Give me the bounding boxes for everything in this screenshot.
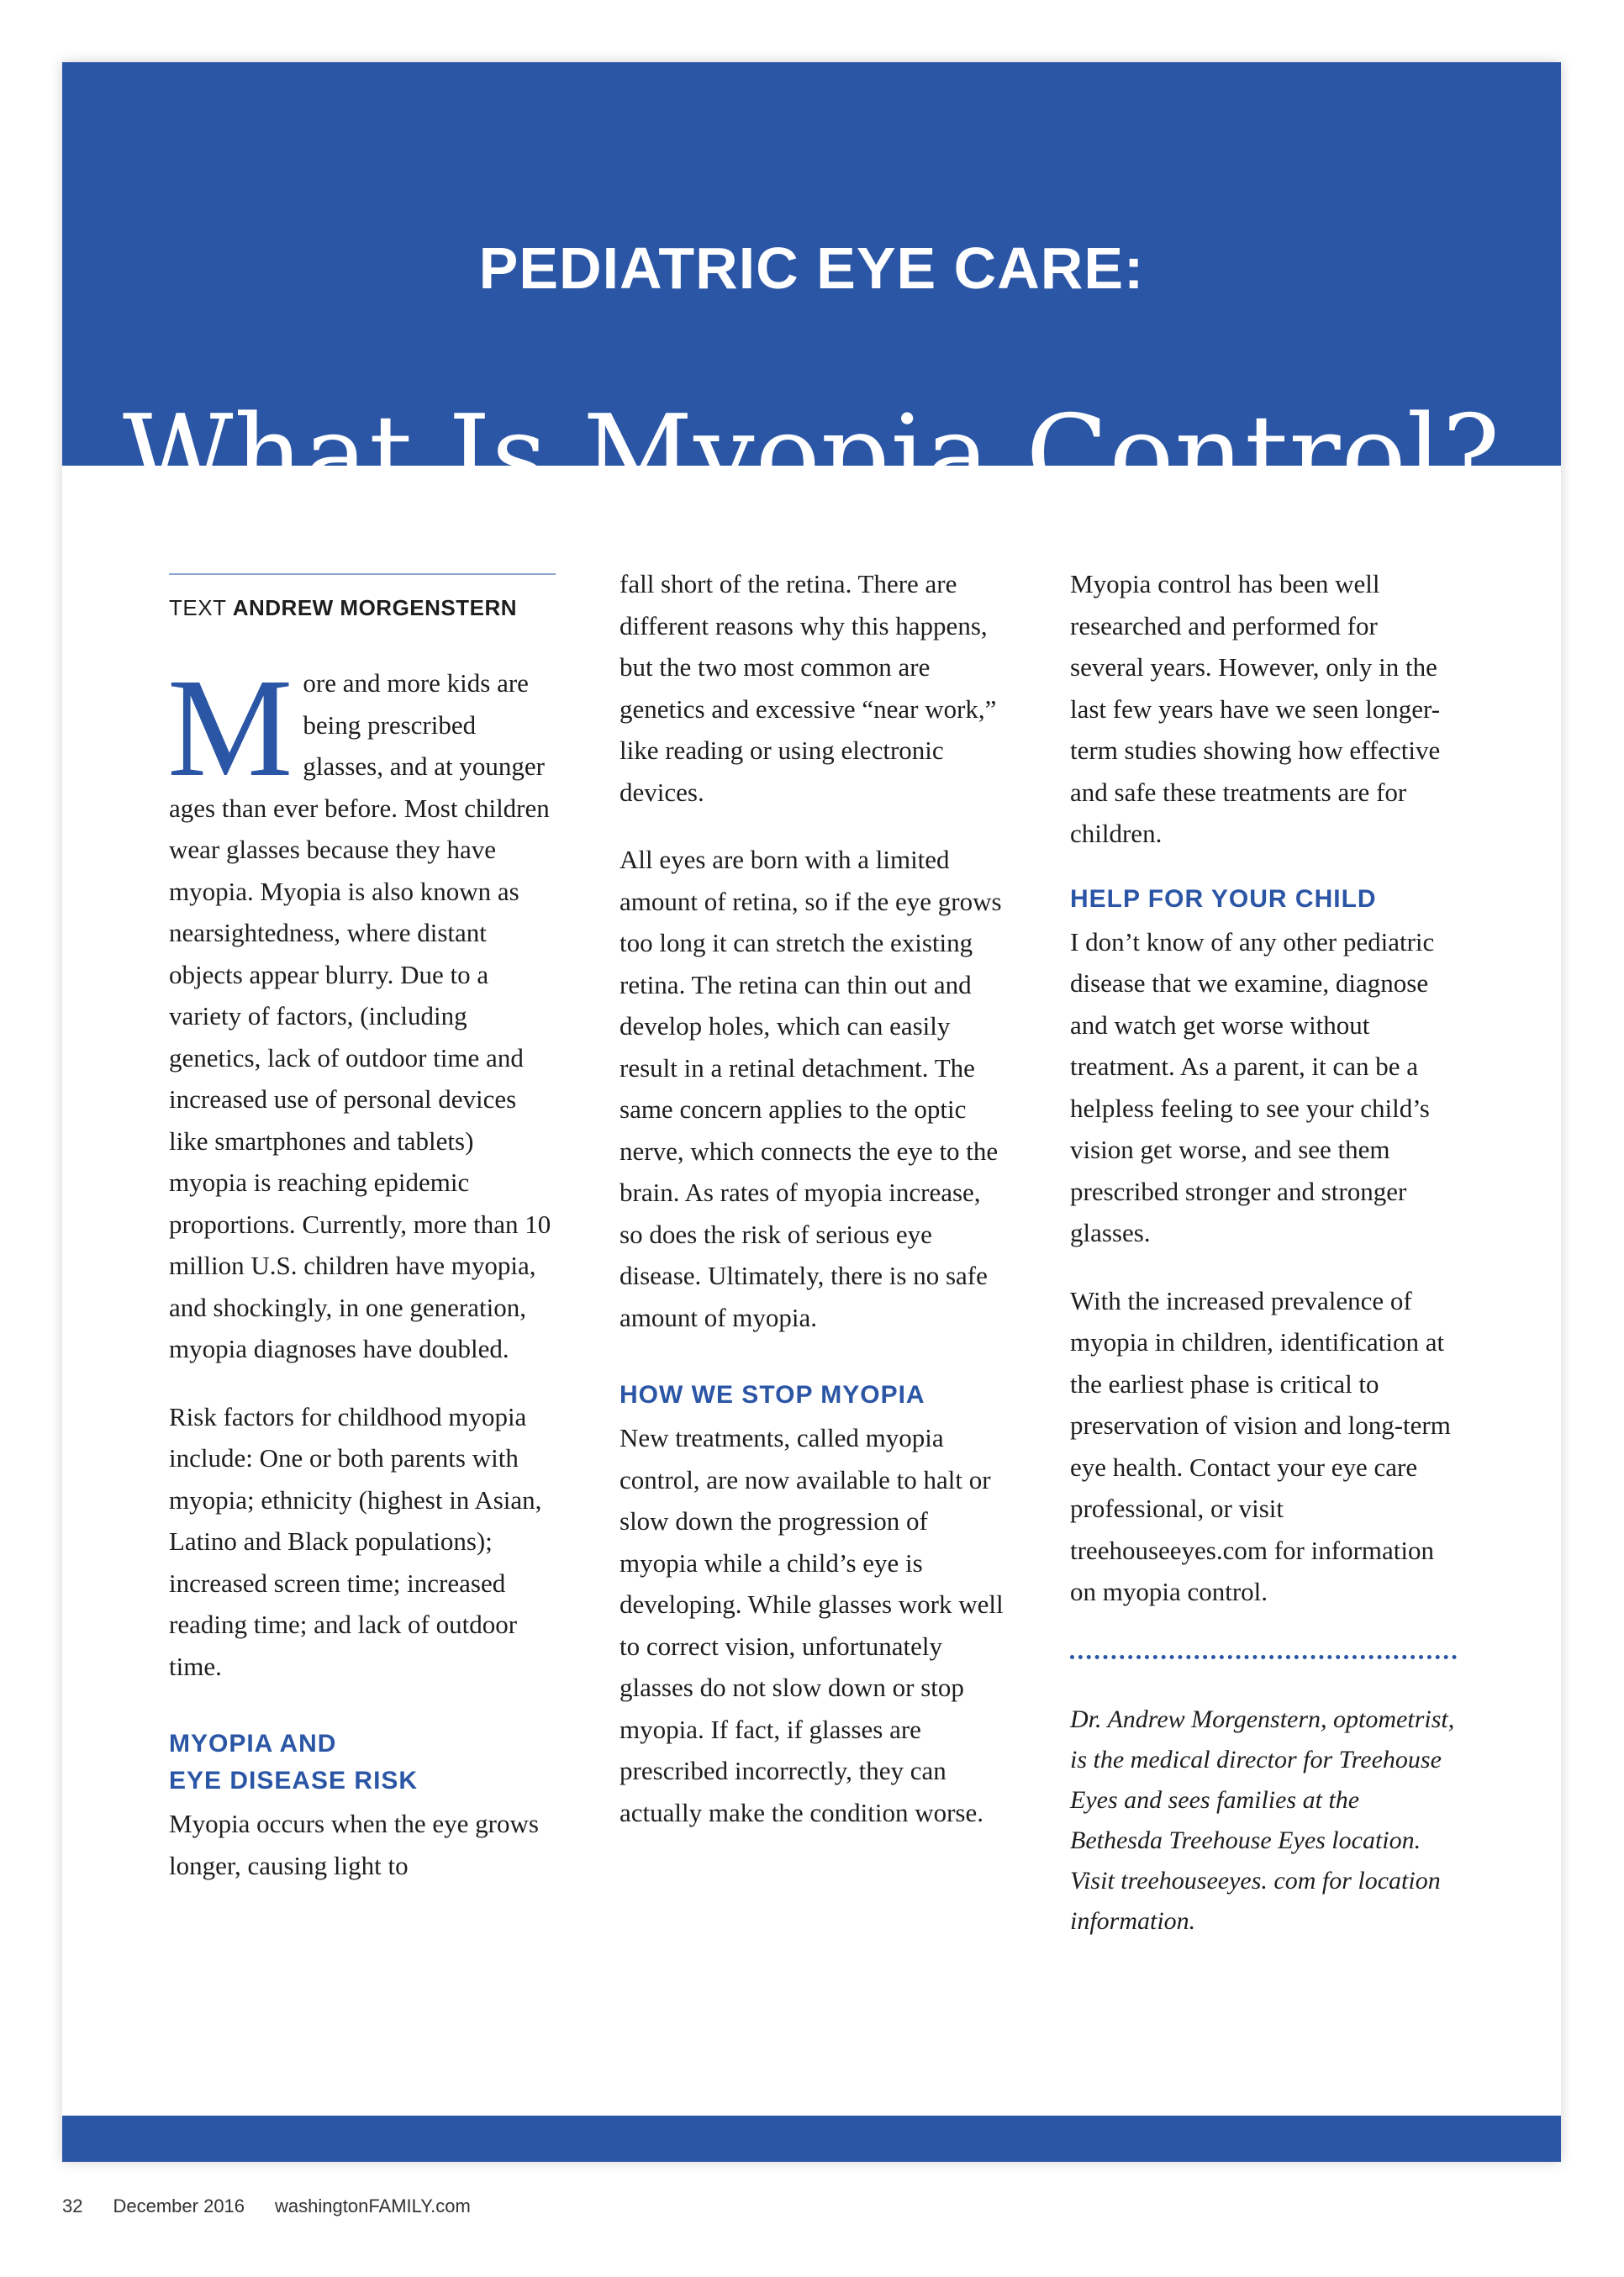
risk-factors-paragraph: Risk factors for childhood myopia include: One or both parents with myopia; ethnicity (highest in Asian, Latino and Black populations); increased screen time; increased reading time; and lack of outdoor time. — [169, 1401, 542, 1681]
treatments-paragraph: New treatments, called myopia control, are now available to halt or slow down the progression of myopia while a child’s eye is developing. While glasses work well to correct vision, unfortunately glasses do not slow down or stop myopia. If fact, if glasses are prescribed incorrectly, they can actually make the condition worse. — [620, 1423, 1004, 1827]
section-heading-line: EYE DISEASE RISK — [169, 1767, 419, 1795]
parent-paragraph: I don’t know of any other pediatric disease that we examine, diagnose and watch get worse without treatment. As a parent, it can be a helpless feeling to see your child’s vision get worse, and see them prescribed stronger and stronger glasses. — [1070, 926, 1435, 1247]
page-title: What Is Myopia Control? — [122, 392, 1501, 518]
byline-prefix: TEXT — [169, 595, 226, 620]
intro-text: ore and more kids are being prescribed glasses, and at younger ages than ever before. Most children wear glasses because they have myopia. Myopia is also known as nearsightedness, where distant objects appear blurry. Due to a variety of factors, (including genetics, lack of outdoor time and increased use of personal devices like smartphones and tablets) myopia is reaching epidemic proportions. Currently, more than 10 million U.S. children have myopia, and shockingly, in one generation, myopia diagnoses have doubled. — [169, 668, 551, 1363]
drop-cap: M — [167, 650, 293, 806]
research-paragraph: Myopia control has been well researched and performed for several years. However, only in the last few years have we seen longer-term studies showing how effective and safe these treatments are for children. — [1070, 569, 1441, 848]
byline-divider — [169, 573, 556, 575]
eye-disease-paragraph-start: Myopia occurs when the eye grows longer, causing light to — [169, 1809, 539, 1880]
footer-band — [62, 2116, 1561, 2162]
title-banner — [62, 62, 1561, 518]
prevalence-paragraph: With the increased prevalence of myopia in children, identification at the earliest phase is critical to preservation of vision and long-term eye health. Contact your eye care professional, or visit treehouseeyes.com for information on myopia control. — [1070, 1285, 1451, 1606]
retina-paragraph: All eyes are born with a limited amount of retina, so if the eye grows too long it can stretch the existing retina. The retina can thin out and develop holes, which can easily result in a retinal detachment. The same concern applies to the optic nerve, which connects the eye to the brain. As rates of myopia increase, so does the risk of serious eye disease. Ultimately, there is no safe amount of myopia. — [620, 845, 1002, 1332]
section-heading-help-for-your-child: HELP FOR YOUR CHILD — [1070, 884, 1377, 913]
article-column-2 — [620, 563, 1006, 1859]
section-heading-how-we-stop-myopia: HOW WE STOP MYOPIA — [620, 1381, 925, 1409]
eye-disease-paragraph-continued: fall short of the retina. There are different reasons why this happens, but the two most common are genetics and excessive “near work,” like reading or using electronic devices. — [620, 569, 997, 807]
kicker: PEDIATRIC EYE CARE: — [478, 235, 1145, 301]
intro-paragraph — [167, 650, 556, 1370]
issue-date: December 2016 — [113, 2195, 245, 2216]
page-footer — [62, 2195, 501, 2217]
author-bio: Dr. Andrew Morgenstern, optometrist, is the medical director for Treehouse Eyes and sees families at the Bethesda Treehouse Eyes location. Visit treehouseeyes. com for location information. — [1070, 1705, 1455, 1935]
byline — [169, 597, 556, 619]
article-column-1 — [169, 563, 556, 1886]
site-name: washingtonFAMILY.com — [275, 2195, 471, 2216]
dotted-divider — [1070, 1655, 1457, 1659]
section-heading-eye-disease-risk — [169, 1726, 556, 1800]
article-column-3 — [1070, 563, 1457, 1968]
page-number: 32 — [62, 2195, 83, 2216]
byline-author: ANDREW MORGENSTERN — [232, 595, 518, 620]
section-heading-line: MYOPIA AND — [169, 1730, 337, 1758]
